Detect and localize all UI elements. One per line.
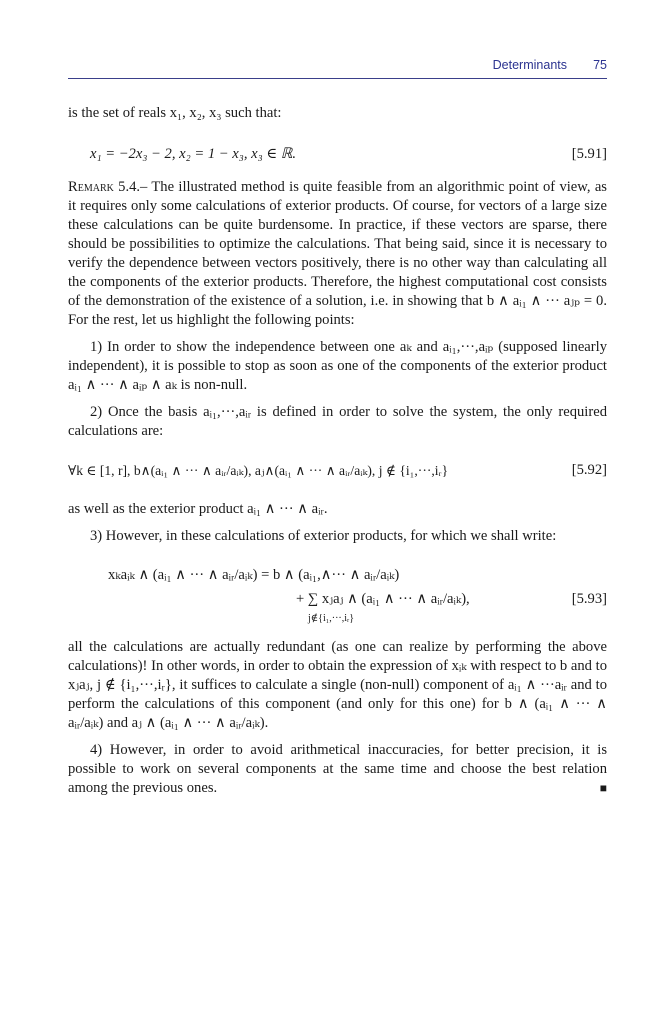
equation-number: [5.92] bbox=[571, 462, 607, 478]
remark-paragraph bbox=[68, 178, 607, 330]
equation-5-93 bbox=[68, 566, 607, 624]
after-equation-5-92: as well as the exterior product aᵢ₁ ∧ ··· ∧ aᵢᵣ. bbox=[68, 501, 328, 517]
equation-number: [5.91] bbox=[571, 146, 607, 162]
sum-subscript: j∉{i₁,···,iᵣ} bbox=[308, 613, 355, 624]
page-number: 75 bbox=[593, 58, 607, 72]
equation-line-2: + ∑ xⱼaⱼ ∧ (aᵢ₁ ∧ ··· ∧ aᵢᵣ/aᵢₖ), bbox=[296, 591, 470, 607]
equation-5-92 bbox=[68, 461, 607, 480]
equation-number: [5.93] bbox=[571, 591, 607, 607]
point-2: 2) Once the basis aᵢ₁,···,aᵢᵣ is defined in order to solve the system, the only required calculations are: bbox=[68, 404, 607, 439]
equation-5-91 bbox=[68, 145, 607, 164]
point-3: 3) However, in these calculations of exterior products, for which we shall write: bbox=[90, 528, 557, 544]
point-1: 1) In order to show the independence between one aₖ and aᵢ₁,···,aᵢₚ (supposed linearly independent), it is possible to stop as soon as one of the components of the exterior product aᵢ₁ ∧ ··· ∧ aᵢₚ ∧ aₖ is non-null. bbox=[68, 339, 607, 393]
intro-text: is the set of reals x₁, x₂, x₃ such that: bbox=[68, 105, 282, 121]
running-header bbox=[68, 56, 607, 79]
point-4-block bbox=[68, 741, 607, 798]
page-body bbox=[68, 104, 607, 798]
equation-formula: x₁ = −2x₃ − 2, x₂ = 1 − x₃, x₃ ∈ ℝ. bbox=[90, 146, 296, 162]
remark-label: Remark 5.4.– bbox=[68, 179, 148, 195]
equation-line-1: xₖaᵢₖ ∧ (aᵢ₁ ∧ ··· ∧ aᵢᵣ/aᵢₖ) = b ∧ (aᵢ₁,∧··· ∧ aᵢᵣ/aᵢₖ) bbox=[108, 567, 400, 583]
section-title: Determinants bbox=[492, 58, 567, 72]
point-4: 4) However, in order to avoid arithmetical inaccuracies, for better precision, it is possible to work on several components at the same time and choose the best relation among the previous ones. bbox=[68, 742, 607, 796]
qed-symbol: ■ bbox=[599, 781, 607, 795]
remark-text: The illustrated method is quite feasible from an algorithmic point of view, as it requires only some calculations of exterior products. Of course, for vectors of a large size these calculations can be quite burdensome. In practice, if these vectors are sparse, there should be possibilities to optimize the calculations. That being said, since it is necessary to verify the dependence between vectors positively, there is no other way than calculating all the components of the exterior products. Therefore, the highest computational cost consists of the demonstration of the existence of a solution, i.e. in showing that b ∧ aᵢ₁ ∧ ··· aⱼₚ = 0. For the rest, let us highlight the following points: bbox=[68, 179, 607, 328]
after-equation-5-93: all the calculations are actually redundant (as one can realize by performing the above calculations)! In other words, in order to obtain the expression of xᵢₖ with respect to b and to xⱼaⱼ, j ∉ {i₁,···,iᵣ}, it suffices to calculate a single (non-null) component of aᵢ₁ ∧ ···aᵢᵣ and to perform the calculations of this component (and only for this one) for b ∧ (aᵢ₁ ∧ ··· ∧ aᵢᵣ/aᵢₖ) and aⱼ ∧ (aᵢ₁ ∧ ··· ∧ aᵢᵣ/aᵢₖ). bbox=[68, 639, 607, 731]
equation-formula: ∀k ∈ [1, r], b∧(aᵢ₁ ∧ ··· ∧ aᵢᵣ/aᵢₖ), aⱼ∧(aᵢ₁ ∧ ··· ∧ aᵢᵣ/aᵢₖ), j ∉ {i₁,···,iᵣ} bbox=[68, 463, 449, 478]
